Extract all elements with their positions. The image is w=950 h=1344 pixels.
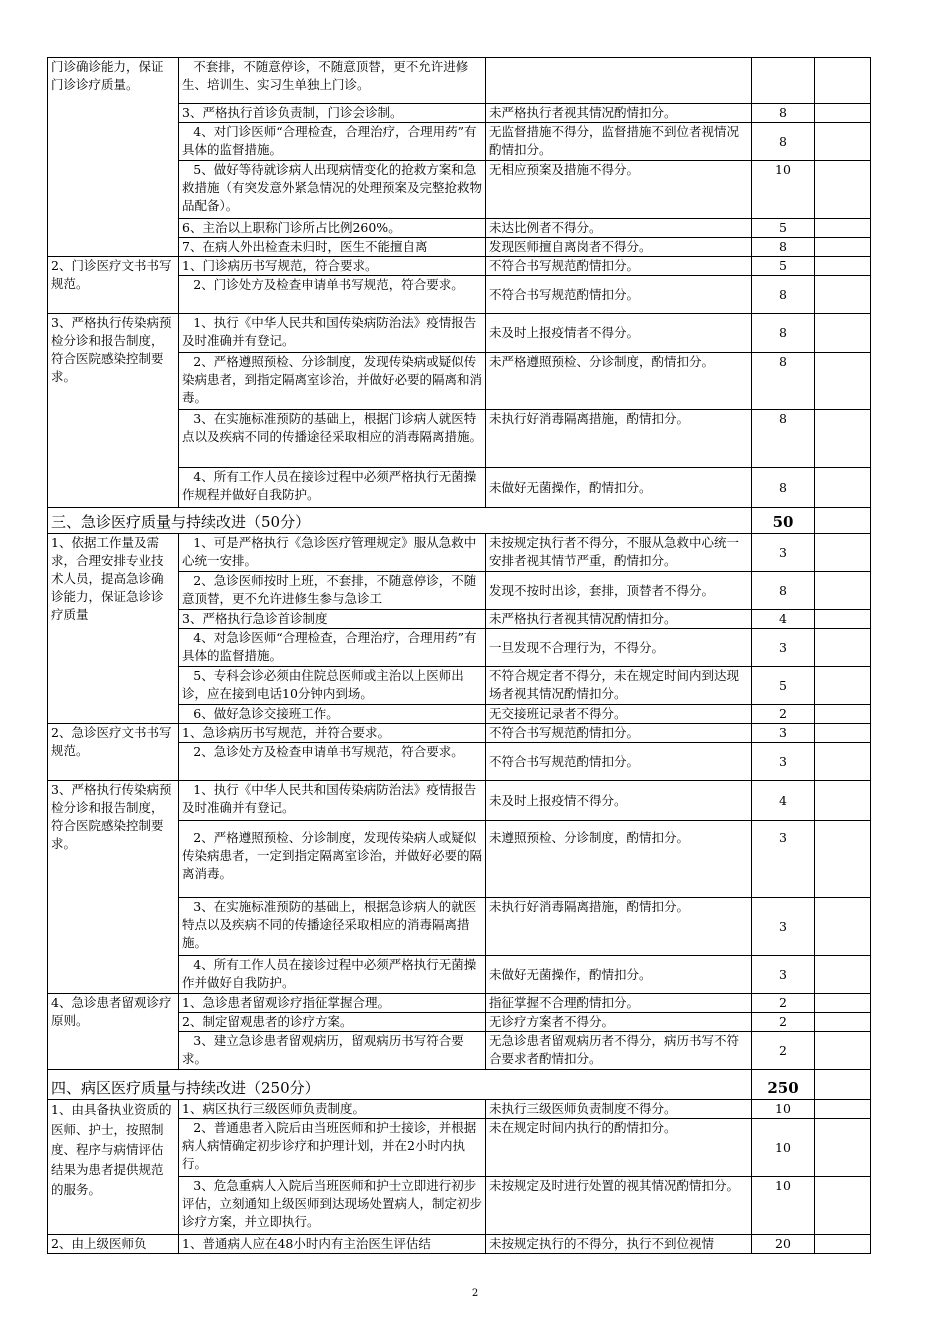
standard-cell: 3、严格执行首诊负责制，门诊会诊制。 bbox=[179, 104, 486, 123]
table-row bbox=[48, 58, 871, 104]
actual-score-cell bbox=[815, 994, 871, 1013]
actual-score-cell bbox=[815, 610, 871, 629]
actual-score-cell bbox=[815, 724, 871, 743]
actual-score-cell bbox=[815, 314, 871, 353]
standard-cell: 不套排，不随意停诊，不随意顶替，更不允许进修生、培训生、实习生单独上门诊。 bbox=[179, 58, 486, 104]
standard-cell: 3、危急重病人入院后当班医师和护士立即进行初步评估，立刻通知上级医师到达现场处置病人，制定初步诊疗方案，并立即执行。 bbox=[179, 1177, 486, 1235]
deduction-cell: 发现不按时出诊，套排，顶替者不得分。 bbox=[486, 572, 752, 610]
deduction-cell: 未执行好消毒隔离措施，酌情扣分。 bbox=[486, 410, 752, 468]
score-cell: 3 bbox=[752, 724, 815, 743]
category-cell: 门诊确诊能力，保证门诊诊疗质量。 bbox=[48, 58, 179, 257]
score-cell: 5 bbox=[752, 257, 815, 276]
deduction-cell: 未及时上报疫情不得分。 bbox=[486, 781, 752, 821]
standard-cell: 1、普通病人应在48小时内有主治医生评估结 bbox=[179, 1235, 486, 1254]
score-cell: 3 bbox=[752, 743, 815, 781]
category-cell: 2、急诊医疗文书书写规范。 bbox=[48, 724, 179, 781]
actual-score-cell bbox=[815, 353, 871, 410]
score-cell: 3 bbox=[752, 629, 815, 667]
score-cell: 2 bbox=[752, 1032, 815, 1070]
score-cell: 4 bbox=[752, 610, 815, 629]
table-row bbox=[48, 994, 871, 1013]
deduction-cell: 未在规定时间内执行的酌情扣分。 bbox=[486, 1119, 752, 1177]
score-cell: 3 bbox=[752, 898, 815, 956]
section-header-row bbox=[48, 508, 871, 534]
score-cell: 5 bbox=[752, 667, 815, 705]
score-cell: 5 bbox=[752, 219, 815, 238]
score-cell: 10 bbox=[752, 1177, 815, 1235]
standard-cell: 5、做好等待就诊病人出现病情变化的抢救方案和急救措施（有突发意外紧急情况的处理预案及完整抢救物品配备）。 bbox=[179, 161, 486, 219]
deduction-cell: 无诊疗方案者不得分。 bbox=[486, 1013, 752, 1032]
score-cell: 8 bbox=[752, 238, 815, 257]
actual-score-cell bbox=[815, 1013, 871, 1032]
standard-cell: 4、所有工作人员在接诊过程中必须严格执行无菌操作规程并做好自我防护。 bbox=[179, 468, 486, 508]
actual-score-cell bbox=[815, 572, 871, 610]
standard-cell: 2、制定留观患者的诊疗方案。 bbox=[179, 1013, 486, 1032]
table-row bbox=[48, 1100, 871, 1119]
deduction-cell: 未严格遵照预检、分诊制度，酌情扣分。 bbox=[486, 353, 752, 410]
score-cell: 8 bbox=[752, 572, 815, 610]
score-cell: 8 bbox=[752, 123, 815, 161]
deduction-cell: 未做好无菌操作，酌情扣分。 bbox=[486, 468, 752, 508]
deduction-cell: 未严格执行者视其情况酌情扣分。 bbox=[486, 104, 752, 123]
standard-cell: 2、严格遵照预检、分诊制度，发现传染病或疑似传染病患者，到指定隔离室诊治，并做好必要的隔离和消毒。 bbox=[179, 353, 486, 410]
actual-score-cell bbox=[815, 257, 871, 276]
score-cell: 20 bbox=[752, 1235, 815, 1254]
score-cell: 4 bbox=[752, 781, 815, 821]
deduction-cell: 一旦发现不合理行为，不得分。 bbox=[486, 629, 752, 667]
score-cell: 8 bbox=[752, 314, 815, 353]
standard-cell: 2、急诊处方及检查申请单书写规范，符合要求。 bbox=[179, 743, 486, 781]
deduction-cell: 指征掌握不合理酌情扣分。 bbox=[486, 994, 752, 1013]
standard-cell: 3、在实施标准预防的基础上，根据急诊病人的就医特点以及疾病不同的传播途径采取相应的消毒隔离措施。 bbox=[179, 898, 486, 956]
category-cell: 1、由具备执业资质的医师、护士，按照制度、程序与病情评估结果为患者提供规范的服务。 bbox=[48, 1100, 179, 1235]
deduction-cell: 未做好无菌操作，酌情扣分。 bbox=[486, 956, 752, 994]
section-total: 250 bbox=[752, 1070, 815, 1100]
section-title: 三、急诊医疗质量与持续改进（50分） bbox=[48, 508, 752, 534]
score-cell: 8 bbox=[752, 410, 815, 468]
score-cell: 2 bbox=[752, 994, 815, 1013]
standard-cell: 2、普通患者入院后由当班医师和护士接诊，并根据病人病情确定初步诊疗和护理计划，并在2小时内执行。 bbox=[179, 1119, 486, 1177]
deduction-cell: 不符合书写规范酌情扣分。 bbox=[486, 257, 752, 276]
actual-score-cell bbox=[815, 468, 871, 508]
table-row bbox=[48, 781, 871, 821]
table-row bbox=[48, 534, 871, 572]
actual-score-cell bbox=[815, 123, 871, 161]
standard-cell: 6、主治以上职称门诊所占比例260%。 bbox=[179, 219, 486, 238]
standard-cell: 2、严格遵照预检、分诊制度，发现传染病人或疑似传染病患者，一定到指定隔离室诊治，并做好必要的隔离消毒。 bbox=[179, 821, 486, 898]
standard-cell: 5、专科会诊必须由住院总医师或主治以上医师出诊，应在接到电话10分钟内到场。 bbox=[179, 667, 486, 705]
actual-score-cell bbox=[815, 410, 871, 468]
standard-cell: 1、执行《中华人民共和国传染病防治法》疫情报告及时准确并有登记。 bbox=[179, 781, 486, 821]
actual-score-cell bbox=[815, 1177, 871, 1235]
score-cell: 8 bbox=[752, 353, 815, 410]
standard-cell: 2、门诊处方及检查申请单书写规范，符合要求。 bbox=[179, 276, 486, 314]
category-cell: 3、严格执行传染病预检分诊和报告制度，符合医院感染控制要求。 bbox=[48, 781, 179, 994]
actual-score-cell bbox=[815, 743, 871, 781]
actual-score-cell bbox=[815, 1119, 871, 1177]
standard-cell: 4、对急诊医师“合理检查，合理治疗，合理用药”有具体的监督措施。 bbox=[179, 629, 486, 667]
score-cell: 10 bbox=[752, 1119, 815, 1177]
evaluation-table bbox=[47, 57, 871, 1254]
actual-score-cell bbox=[815, 161, 871, 219]
actual-score-cell bbox=[815, 956, 871, 994]
score-cell: 3 bbox=[752, 956, 815, 994]
category-cell: 2、门诊医疗文书书写规范。 bbox=[48, 257, 179, 314]
actual-score-cell bbox=[815, 705, 871, 724]
deduction-cell: 不符合规定者不得分，未在规定时间内到达现场者视其情况酌情扣分。 bbox=[486, 667, 752, 705]
actual-score-cell bbox=[815, 534, 871, 572]
deduction-cell: 未达比例者不得分。 bbox=[486, 219, 752, 238]
deduction-cell: 未执行三级医师负责制度不得分。 bbox=[486, 1100, 752, 1119]
score-cell: 2 bbox=[752, 1013, 815, 1032]
score-cell: 8 bbox=[752, 468, 815, 508]
standard-cell: 3、建立急诊患者留观病历，留观病历书写符合要求。 bbox=[179, 1032, 486, 1070]
actual-score-cell bbox=[815, 219, 871, 238]
actual-score-cell bbox=[815, 1070, 871, 1100]
deduction-cell: 不符合书写规范酌情扣分。 bbox=[486, 743, 752, 781]
page-number: 2 bbox=[471, 1288, 479, 1299]
table-row bbox=[48, 724, 871, 743]
deduction-cell: 未按规定执行者不得分，不服从急救中心统一安排者视其情节严重，酌情扣分。 bbox=[486, 534, 752, 572]
section-header-row bbox=[48, 1070, 871, 1100]
deduction-cell bbox=[486, 58, 752, 104]
deduction-cell: 无监督措施不得分，监督措施不到位者视情况酌情扣分。 bbox=[486, 123, 752, 161]
table-row bbox=[48, 314, 871, 353]
actual-score-cell bbox=[815, 898, 871, 956]
standard-cell: 3、在实施标准预防的基础上，根据门诊病人就医特点以及疾病不同的传播途径采取相应的消毒隔离措施。 bbox=[179, 410, 486, 468]
category-cell: 3、严格执行传染病预检分诊和报告制度，符合医院感染控制要求。 bbox=[48, 314, 179, 508]
standard-cell: 4、所有工作人员在接诊过程中必须严格执行无菌操作并做好自我防护。 bbox=[179, 956, 486, 994]
standard-cell: 1、急诊患者留观诊疗指征掌握合理。 bbox=[179, 994, 486, 1013]
score-cell: 3 bbox=[752, 534, 815, 572]
deduction-cell: 无急诊患者留观病历者不得分，病历书写不符合要求者酌情扣分。 bbox=[486, 1032, 752, 1070]
score-cell: 3 bbox=[752, 821, 815, 898]
actual-score-cell bbox=[815, 276, 871, 314]
deduction-cell: 未执行好消毒隔离措施，酌情扣分。 bbox=[486, 898, 752, 956]
standard-cell: 1、病区执行三级医师负责制度。 bbox=[179, 1100, 486, 1119]
actual-score-cell bbox=[815, 238, 871, 257]
actual-score-cell bbox=[815, 629, 871, 667]
section-title: 四、病区医疗质量与持续改进（250分） bbox=[48, 1070, 752, 1100]
category-cell: 4、急诊患者留观诊疗原则。 bbox=[48, 994, 179, 1070]
standard-cell: 1、可是严格执行《急诊医疗管理规定》服从急救中心统一安排。 bbox=[179, 534, 486, 572]
table-row bbox=[48, 257, 871, 276]
actual-score-cell bbox=[815, 104, 871, 123]
deduction-cell: 无相应预案及措施不得分。 bbox=[486, 161, 752, 219]
score-cell: 8 bbox=[752, 104, 815, 123]
deduction-cell: 不符合书写规范酌情扣分。 bbox=[486, 276, 752, 314]
standard-cell: 1、急诊病历书写规范，并符合要求。 bbox=[179, 724, 486, 743]
deduction-cell: 未按规定执行的不得分，执行不到位视情 bbox=[486, 1235, 752, 1254]
actual-score-cell bbox=[815, 1032, 871, 1070]
actual-score-cell bbox=[815, 58, 871, 104]
section-total: 50 bbox=[752, 508, 815, 534]
actual-score-cell bbox=[815, 508, 871, 534]
score-cell: 10 bbox=[752, 1100, 815, 1119]
standard-cell: 3、严格执行急诊首诊制度 bbox=[179, 610, 486, 629]
score-cell: 10 bbox=[752, 161, 815, 219]
actual-score-cell bbox=[815, 781, 871, 821]
standard-cell: 2、急诊医师按时上班，不套排，不随意停诊，不随意顶替，更不允许进修生参与急诊工 bbox=[179, 572, 486, 610]
deduction-cell: 发现医师擅自离岗者不得分。 bbox=[486, 238, 752, 257]
score-cell bbox=[752, 58, 815, 104]
standard-cell: 1、执行《中华人民共和国传染病防治法》疫情报告及时准确并有登记。 bbox=[179, 314, 486, 353]
table-row bbox=[48, 1235, 871, 1254]
deduction-cell: 未严格执行者视其情况酌情扣分。 bbox=[486, 610, 752, 629]
category-cell: 2、由上级医师负 bbox=[48, 1235, 179, 1254]
actual-score-cell bbox=[815, 667, 871, 705]
deduction-cell: 不符合书写规范酌情扣分。 bbox=[486, 724, 752, 743]
actual-score-cell bbox=[815, 1100, 871, 1119]
actual-score-cell bbox=[815, 821, 871, 898]
actual-score-cell bbox=[815, 1235, 871, 1254]
standard-cell: 7、在病人外出检查未归时，医生不能擅自离 bbox=[179, 238, 486, 257]
standard-cell: 6、做好急诊交接班工作。 bbox=[179, 705, 486, 724]
deduction-cell: 未及时上报疫情者不得分。 bbox=[486, 314, 752, 353]
score-cell: 2 bbox=[752, 705, 815, 724]
deduction-cell: 未遵照预检、分诊制度，酌情扣分。 bbox=[486, 821, 752, 898]
deduction-cell: 无交接班记录者不得分。 bbox=[486, 705, 752, 724]
score-cell: 8 bbox=[752, 276, 815, 314]
deduction-cell: 未按规定及时进行处置的视其情况酌情扣分。 bbox=[486, 1177, 752, 1235]
standard-cell: 1、门诊病历书写规范，符合要求。 bbox=[179, 257, 486, 276]
category-cell: 1、依据工作量及需求，合理安排专业技术人员，提高急诊确诊能力，保证急诊诊疗质量 bbox=[48, 534, 179, 724]
standard-cell: 4、对门诊医师“合理检查，合理治疗，合理用药”有具体的监督措施。 bbox=[179, 123, 486, 161]
